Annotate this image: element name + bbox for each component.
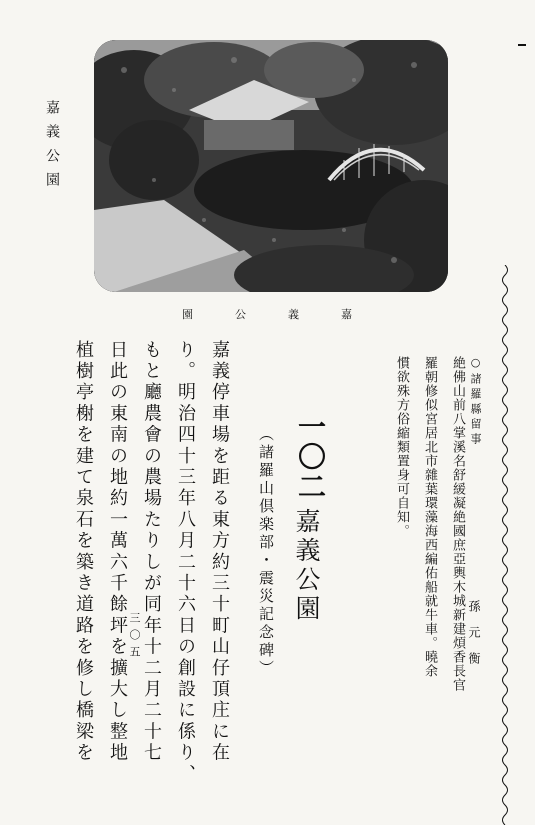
page-number: 三〇五 <box>128 612 141 663</box>
caption-char: 嘉 <box>341 308 352 321</box>
poem-line: 絶佛山前八掌溪名舒緩凝絶國庶亞輿木城新建煩香長官 <box>450 356 465 692</box>
section-title: 嘉義公園 <box>292 508 321 624</box>
caption-char: 義 <box>288 308 299 321</box>
caption-char: 園 <box>182 308 193 321</box>
body-column: り。明治四十三年八月二十六日の創設に係り、 <box>175 340 196 786</box>
wavy-rule <box>498 265 512 825</box>
body-column: もと廳農會の農場たりしが同年十二月二十七 <box>141 340 162 764</box>
section-number: 一〇二 <box>294 412 327 502</box>
body-column: 嘉義停車場を距る東方約三十町山仔頂庄に在 <box>209 340 230 764</box>
photo-caption <box>182 306 352 322</box>
body-column: 日此の東南の地約一萬六千餘坪を擴大し整地 <box>107 340 128 764</box>
body-column: 植樹亭榭を建て泉石を築き道路を修し橋梁を <box>73 340 94 764</box>
margin-mark <box>518 44 526 46</box>
poem-line: 羅朝修似宮居北市雜葉環藻海西編佑船就牛車。曉余 <box>422 356 437 678</box>
caption-char: 公 <box>235 308 246 321</box>
section-subtitle: （諸羅山倶楽部・震災記念碑） <box>257 426 275 678</box>
poem-line: 慣欲殊方俗縮類置身可自知。 <box>394 356 409 538</box>
side-label: 嘉義公園 <box>44 100 60 196</box>
poem-heading: ○諸羅縣留事 <box>469 356 482 448</box>
poem-author: 孫元衡 <box>467 600 481 678</box>
park-photograph <box>94 40 448 292</box>
